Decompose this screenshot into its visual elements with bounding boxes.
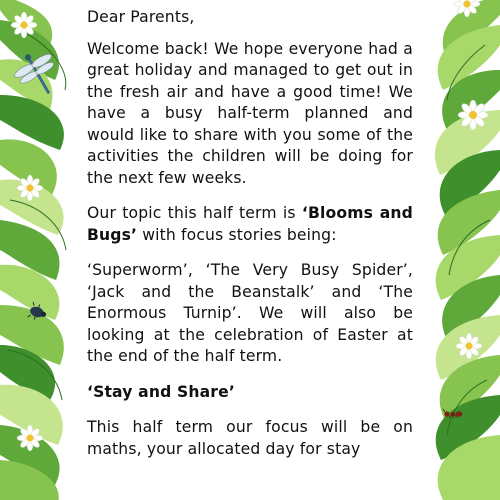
section-heading: ‘Stay and Share’ (87, 382, 235, 401)
letter-greeting: Dear Parents, (87, 8, 195, 26)
topic-paragraph (87, 203, 413, 246)
left-leaf-border (0, 0, 85, 500)
stories-paragraph: ‘Superworm’, ‘The Very Busy Spider’, ‘Jack and the Beanstalk’ and ‘The Enormous Turnip’. We will also be looking at the celebration of Easter at the end of the half term. (87, 261, 413, 365)
topic-name: ‘Blooms and Bugs’ (87, 204, 413, 244)
right-leaves (435, 0, 500, 500)
section-paragraph: This half term our focus will be on maths, your allocated day for stay (87, 418, 413, 458)
letter-body (87, 7, 413, 474)
daisy-flower-icon (458, 100, 488, 130)
topic-prefix: Our topic this half term is (87, 204, 302, 222)
topic-suffix: with focus stories being: (137, 225, 337, 244)
welcome-paragraph: Welcome back! We hope everyone had a great holiday and managed to get out in the fresh air and have a good time! We have a busy half-term planned and would like to share with you some of the activities the children will be doing for the next few weeks. (87, 39, 413, 187)
right-leaf-border (405, 0, 500, 500)
